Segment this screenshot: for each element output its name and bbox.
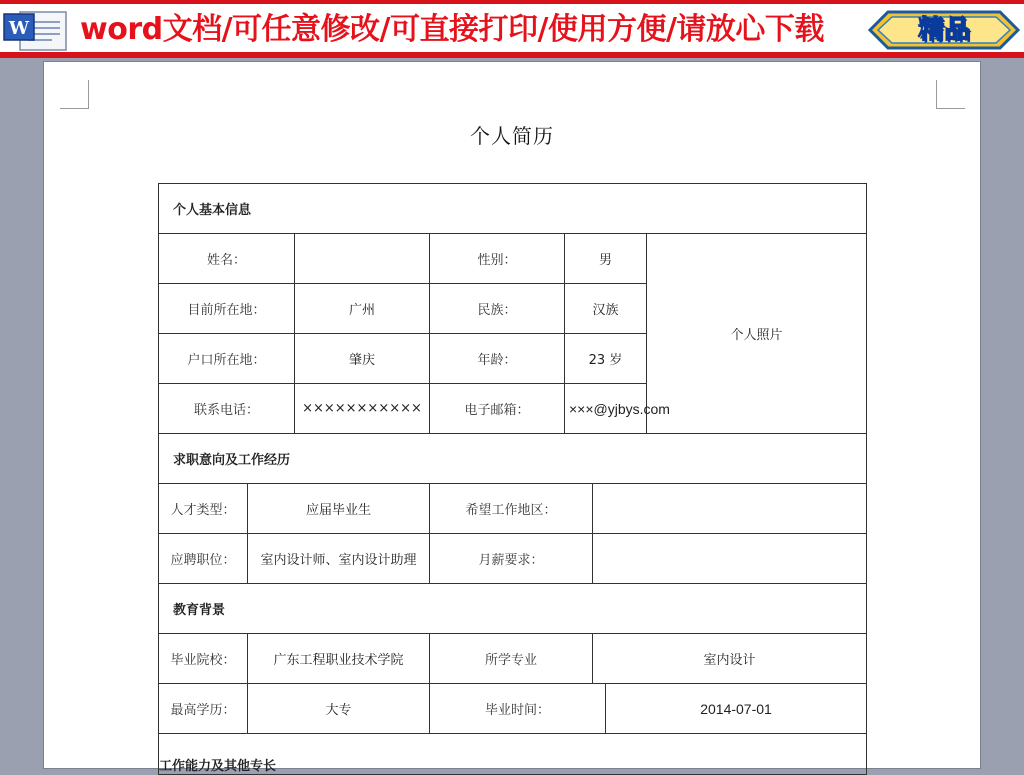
location-value[interactable]: 广州: [295, 284, 430, 334]
salary-label: 月薪要求：: [430, 534, 593, 584]
table-row: [159, 534, 867, 584]
phone-value[interactable]: ×××××××××××: [295, 384, 430, 434]
desired-area-value[interactable]: [593, 484, 867, 534]
salary-value[interactable]: [593, 534, 867, 584]
table-row: [159, 234, 867, 284]
photo-placeholder[interactable]: 个人照片: [647, 234, 867, 434]
svg-text:W: W: [8, 18, 30, 39]
table-row: [159, 684, 867, 734]
table-row: [159, 484, 867, 534]
crop-mark-top-right: [936, 80, 965, 109]
section-heading-basic-info: 个人基本信息: [159, 184, 867, 234]
position-label: 应聘职位：: [159, 534, 248, 584]
crop-mark-top-left: [60, 80, 89, 109]
section-row-basic-info: [159, 184, 867, 234]
table-row: [159, 634, 867, 684]
name-label: 姓名：: [159, 234, 295, 284]
resume-table: [158, 183, 867, 775]
desired-area-label: 希望工作地区：: [430, 484, 593, 534]
gender-label: 性别：: [430, 234, 565, 284]
document-title: 个人简历: [470, 124, 554, 148]
email-value[interactable]: ×××@yjbys.com: [565, 384, 647, 434]
talent-type-value[interactable]: 应届毕业生: [248, 484, 430, 534]
location-label: 目前所在地：: [159, 284, 295, 334]
age-label: 年龄：: [430, 334, 565, 384]
document-page: [44, 62, 980, 774]
hukou-value[interactable]: 肇庆: [295, 334, 430, 384]
position-value[interactable]: 室内设计师、室内设计助理: [248, 534, 430, 584]
section-heading-job-intent: 求职意向及工作经历: [159, 434, 867, 484]
section-heading-education: 教育背景: [159, 584, 867, 634]
phone-label: 联系电话：: [159, 384, 295, 434]
word-document-icon: [2, 8, 72, 52]
section-row-skills: [159, 734, 867, 775]
hukou-label: 户口所在地：: [159, 334, 295, 384]
premium-badge: [866, 8, 1022, 52]
section-row-education: [159, 584, 867, 634]
download-banner: [0, 0, 1024, 58]
premium-badge-label: 精品: [917, 15, 970, 45]
degree-value[interactable]: 大专: [248, 684, 430, 734]
name-value[interactable]: [295, 234, 430, 284]
gender-value[interactable]: 男: [565, 234, 647, 284]
section-row-job-intent: [159, 434, 867, 484]
grad-time-value[interactable]: 2014-07-01: [606, 684, 867, 734]
section-heading-skills: 工作能力及其他专长: [159, 734, 867, 775]
ethnicity-label: 民族：: [430, 284, 565, 334]
age-value[interactable]: 23 岁: [565, 334, 647, 384]
major-label: 所学专业: [430, 634, 593, 684]
email-label: 电子邮箱：: [430, 384, 565, 434]
banner-slogan: word文档/可任意修改/可直接打印/使用方便/请放心下载: [80, 12, 824, 47]
ethnicity-value[interactable]: 汉族: [565, 284, 647, 334]
major-value[interactable]: 室内设计: [593, 634, 867, 684]
talent-type-label: 人才类型：: [159, 484, 248, 534]
school-value[interactable]: 广东工程职业技术学院: [248, 634, 430, 684]
degree-label: 最高学历：: [159, 684, 248, 734]
school-label: 毕业院校：: [159, 634, 248, 684]
grad-time-label: 毕业时间：: [430, 684, 606, 734]
